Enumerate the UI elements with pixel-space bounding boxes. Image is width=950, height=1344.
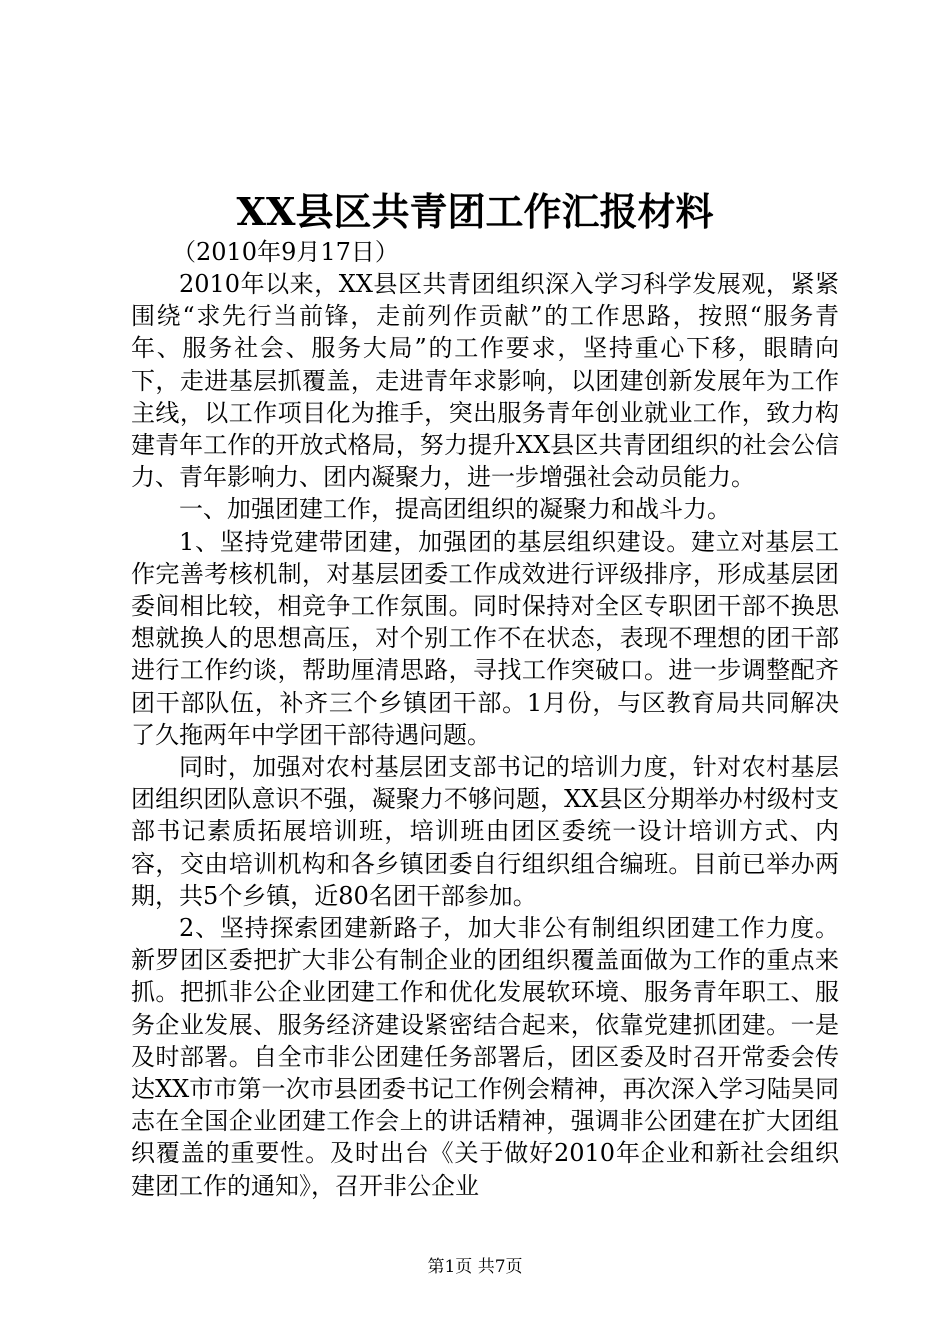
document-date: （2010年9月17日） [172,238,399,266]
page-number-footer: 第1页 共7页 [427,1257,523,1277]
body-paragraph-2: 同时，加强对农村基层团支部书记的培训力度，针对农村基层团组织团队意识不强，凝聚力不够问题，XX县区分期举办村级村支部书记素质拓展培训班，培训班由团区委统一设计培训方式、内容，交由培训机构和各乡镇团委自行组织组合编班。目前已举办两期，共5个乡镇，近80名团干部参加。 [131,753,839,910]
section-heading-1: 一、加强团建工作，提高团组织的凝聚力和战斗力。 [179,495,731,524]
body-paragraph-1: 1、坚持党建带团建，加强团的基层组织建设。建立对基层工作完善考核机制，对基层团委工作成效进行评级排序，形成基层团委间相比较，相竞争工作氛围。同时保持对全区专职团干部不换思想就换人的思想高压，对个别工作不在状态，表现不理想的团干部进行工作约谈，帮助厘清思路，寻找工作突破口。进一步调整配齐团干部队伍，补齐三个乡镇团干部。1月份，与区教育局共同解决了久拖两年中学团干部待遇问题。 [131,527,839,749]
body-paragraph-intro: 2010年以来，XX县区共青团组织深入学习科学发展观，紧紧围绕“求先行当前锋，走前列作贡献”的工作思路，按照“服务青年、服务社会、服务大局”的工作要求，坚持重心下移，眼睛向下，走进基层抓覆盖，走进青年求影响，以团建创新发展年为工作主线，以工作项目化为推手，突出服务青年创业就业工作，致力构建青年工作的开放式格局，努力提升XX县区共青团组织的社会公信力、青年影响力、团内凝聚力，进一步增强社会动员能力。 [131,270,839,492]
document-title: XX县区共青团工作汇报材料 [236,189,714,234]
document-body [131,268,839,1202]
body-paragraph-3: 2、坚持探索团建新路子，加大非公有制组织团建工作力度。新罗团区委把扩大非公有制企业的团组织覆盖面做为工作的重点来抓。把抓非公企业团建工作和优化发展软环境、服务青年职工、服务企业发展、服务经济建设紧密结合起来，依靠党建抓团建。一是及时部署。自全市非公团建任务部署后，团区委及时召开常委会传达XX市市第一次市县团委书记工作例会精神，再次深入学习陆昊同志在全国企业团建工作会上的讲话精神，强调非公团建在扩大团组织覆盖的重要性。及时出台《关于做好2010年企业和新社会组织建团工作的通知》，召开非公企业 [131,914,839,1200]
